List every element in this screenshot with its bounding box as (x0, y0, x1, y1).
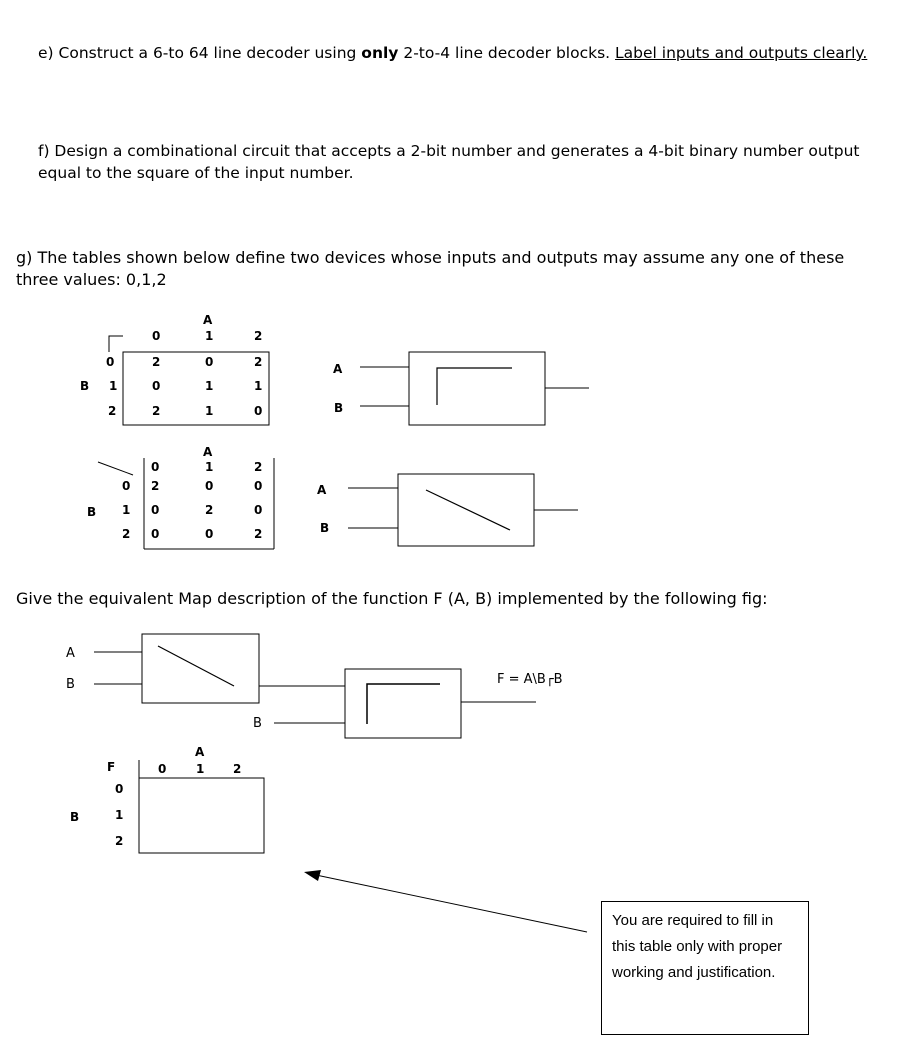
table2-cell: 0 (205, 479, 214, 493)
pointer-arrow (304, 870, 587, 932)
backslash-operator-icon (426, 490, 510, 530)
table1-a0: 0 (152, 329, 161, 343)
circuit-corner-block (345, 669, 461, 738)
table2-cell: 2 (254, 527, 263, 541)
circuit-input-a: A (66, 646, 75, 661)
corner-operator-icon (367, 684, 440, 724)
table2-cell: 0 (151, 503, 160, 517)
device2 (317, 474, 578, 546)
table1-cell: 0 (152, 379, 161, 393)
table2-cell: 0 (205, 527, 214, 541)
circuit-output-label: F = A\B┌B (497, 672, 563, 687)
device2-box (398, 474, 534, 546)
device1-input-b: B (334, 401, 344, 415)
circuit-input-b: B (66, 677, 75, 692)
answer-map-var-b: B (70, 810, 80, 824)
table2-b1: 1 (122, 503, 131, 517)
table1-cell: 2 (152, 404, 161, 418)
table1-cell: 0 (254, 404, 263, 418)
table2-backslash-operator-icon (98, 462, 133, 475)
table1-cell: 1 (205, 379, 214, 393)
question-e-text-mid: 2-to-4 line decoder blocks. (398, 44, 616, 62)
table1-var-b: B (80, 379, 90, 393)
table2-cell: 2 (205, 503, 214, 517)
table2-cell: 2 (151, 479, 160, 493)
table1-var-a: A (203, 313, 213, 327)
table2-a2: 2 (254, 460, 263, 474)
question-f: f) Design a combinational circuit that accepts a 2-bit number and generates a 4-bit binary number output equal to the square of the input number. (38, 142, 860, 182)
answer-map-a2: 2 (233, 762, 242, 776)
circuit-input-b2: B (253, 716, 262, 731)
table1-cell: 1 (205, 404, 214, 418)
circuit (66, 634, 563, 738)
device2-input-b: B (320, 521, 330, 535)
table1-cell: 2 (254, 355, 263, 369)
instruction-note: You are required to fill in this table only with proper working and justification. (601, 901, 809, 1035)
answer-map-b1: 1 (115, 808, 124, 822)
arrow-head-icon (304, 870, 321, 881)
question-e-bold: only (361, 44, 399, 62)
question-e-text: e) Construct a 6-to 64 line decoder using (38, 44, 362, 62)
table2-cell: 0 (151, 527, 160, 541)
answer-map-var-a: A (195, 745, 205, 759)
table1-b1: 1 (109, 379, 118, 393)
answer-map-f-label: F (107, 760, 116, 774)
table1-b2: 2 (108, 404, 117, 418)
table1-cell: 1 (254, 379, 263, 393)
table1-cell: 0 (205, 355, 214, 369)
answer-map-b0: 0 (115, 782, 124, 796)
table1-grid (123, 352, 269, 425)
question-e-underlined: Label inputs and outputs clearly. (615, 44, 868, 62)
table1-a1: 1 (205, 329, 214, 343)
table2-b2: 2 (122, 527, 131, 541)
table2-cell: 0 (254, 503, 263, 517)
table2-cell: 0 (254, 479, 263, 493)
device1-box (409, 352, 545, 425)
device1-input-a: A (333, 362, 343, 376)
table1 (80, 313, 269, 425)
device1 (333, 352, 589, 425)
answer-map-grid[interactable] (139, 778, 264, 853)
table2-b0: 0 (122, 479, 131, 493)
answer-map (70, 745, 264, 853)
table2-var-a: A (203, 445, 213, 459)
table1-cell: 2 (152, 355, 161, 369)
table1-corner-operator-icon (109, 336, 123, 352)
table1-a2: 2 (254, 329, 263, 343)
device2-input-a: A (317, 483, 327, 497)
table2-a1: 1 (205, 460, 214, 474)
question-g: g) The tables shown below define two devices whose inputs and outputs may assume any one of these three values: 0,1,2 (16, 248, 845, 289)
backslash-operator-icon (158, 646, 234, 686)
table1-b0: 0 (106, 355, 115, 369)
answer-map-a1: 1 (196, 762, 205, 776)
answer-map-a0: 0 (158, 762, 167, 776)
answer-map-b2: 2 (115, 834, 124, 848)
table2 (87, 445, 274, 549)
map-question: Give the equivalent Map description of the function F (A, B) implemented by the following fig: (16, 589, 768, 608)
table2-a0: 0 (151, 460, 160, 474)
corner-operator-icon (437, 368, 512, 405)
table2-var-b: B (87, 505, 97, 519)
